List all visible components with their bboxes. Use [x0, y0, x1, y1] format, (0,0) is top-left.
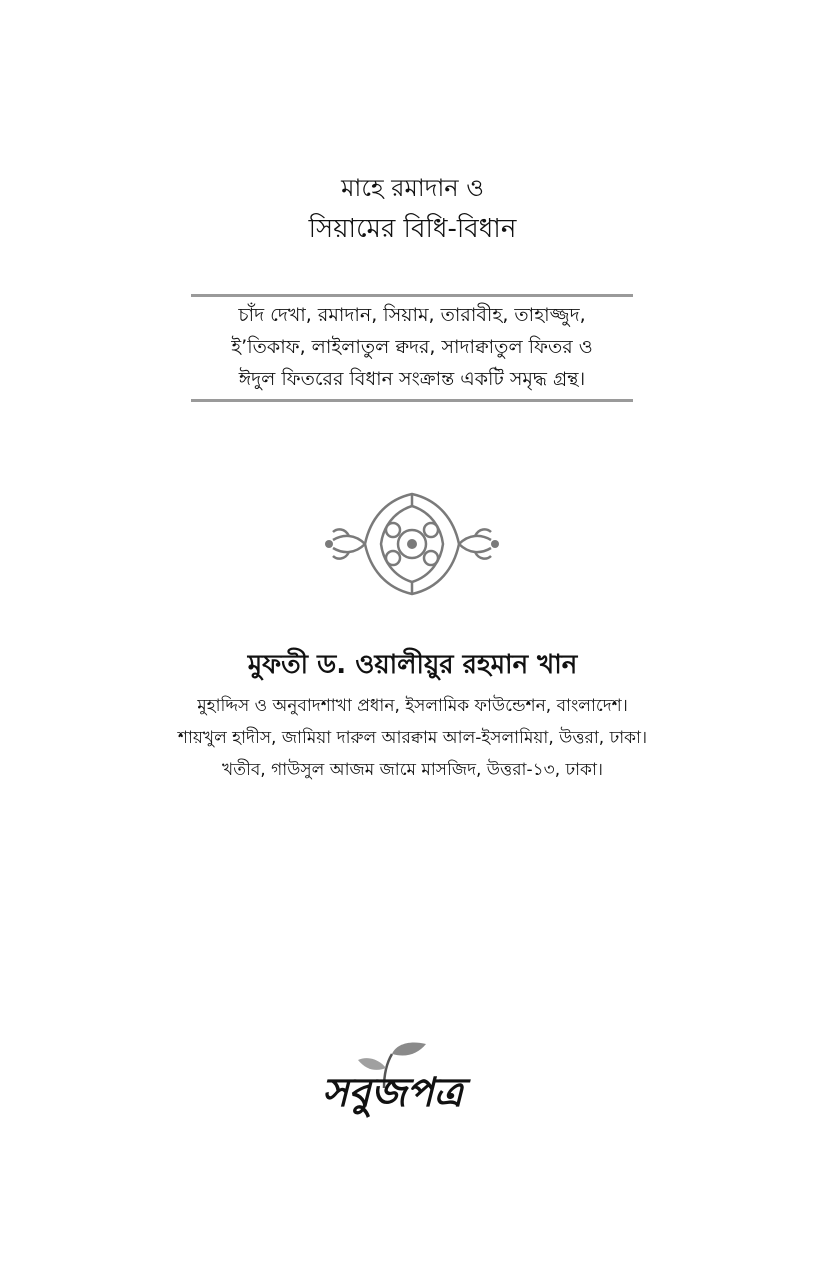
title-line-2: সিয়ামের বিধি-বিধান	[308, 214, 517, 244]
subtitle-line-2: ই’তিকাফ, লাইলাতুল ক্বদর, সাদাক্বাতুল ফিতর ও	[231, 336, 593, 358]
author-credential-1: মুহাদ্দিস ও অনুবাদশাখা প্রধান, ইসলামিক ফাউন্ডেশন, বাংলাদেশ।	[197, 696, 628, 716]
publisher-logo	[322, 1040, 464, 1120]
title-line-1: মাহে রমাদান ও	[341, 174, 484, 202]
subtitle-line-3: ঈদুল ফিতরের বিধান সংক্রান্ত একটি সমৃদ্ধ গ্রন্থ।	[238, 368, 586, 390]
subtitle-line-1: চাঁদ দেখা, রমাদান, সিয়াম, তারাবীহ, তাহাজ্জুদ,	[238, 304, 586, 326]
subtitle-box	[191, 294, 633, 402]
author-credential-3: খতীব, গাউসুল আজম জামে মাসজিদ, উত্তরা-১৩, ঢাকা।	[222, 760, 603, 780]
publisher-logo-text: সবুজপত্র	[322, 1069, 464, 1116]
author-name: মুফতী ড. ওয়ালীয়ুর রহমান খান	[247, 650, 578, 680]
floral-ornament-icon	[325, 490, 499, 598]
author-credential-2: শায়খুল হাদীস, জামিয়া দারুল আরক্বাম আল-ইসলামিয়া, উত্তরা, ঢাকা।	[177, 728, 648, 748]
